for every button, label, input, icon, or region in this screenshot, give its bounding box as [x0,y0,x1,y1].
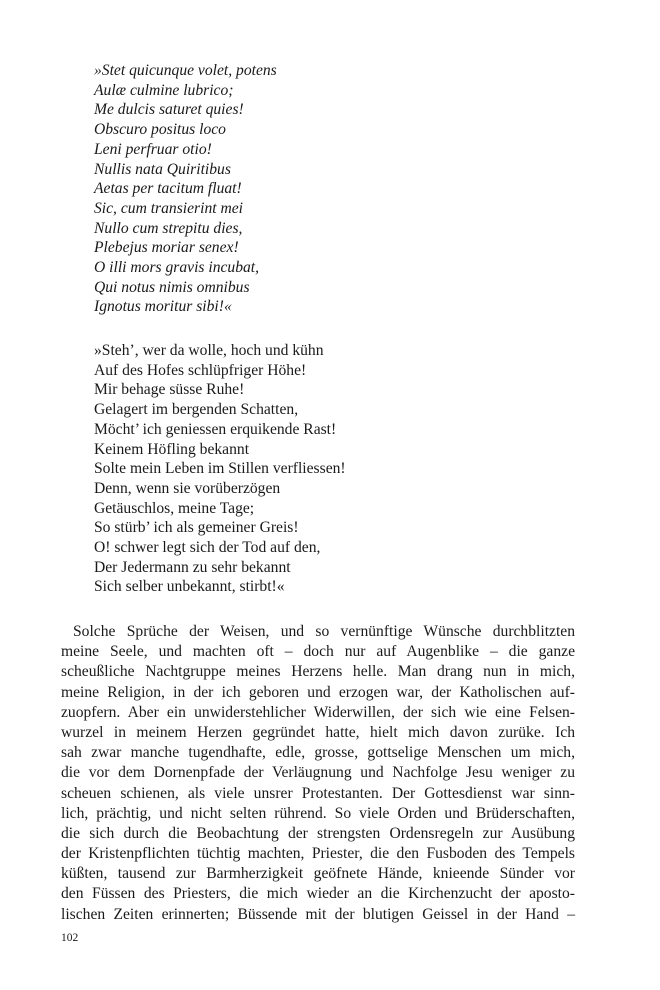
verse-line: Ignotus moritur sibi!« [94,298,232,316]
verse-line: Me dulcis saturet quies! [94,101,244,119]
verse-line: Mir behage süsse Ruhe! [94,381,245,399]
prose-line: der Kristenpflichten tüchtig machten, Priester, die den Fusboden des Tempels [61,845,575,863]
prose-line: lich, prächtig, und nicht selten rührend. So viele Orden und Brüderschaften, [61,804,575,822]
verse-line: Keinem Höfling bekannt [94,440,250,458]
verse-line: »Steh’, wer da wolle, hoch und kühn [94,342,324,359]
verse-line: Denn, wenn sie vorüberzögen [94,479,281,497]
prose-line: meine Religion, in der ich geboren und erzogen war, der Katholischen auf- [61,683,575,701]
verse-line: Aetas per tacitum fluat! [94,180,242,198]
verse-line: Möcht’ ich geniessen erquikende Rast! [94,420,337,438]
verse-line: Der Jedermann zu sehr bekannt [94,558,291,576]
prose-line: Solche Sprüche der Weisen, und so vernünftige Wünsche durchblitzten [73,623,575,640]
prose-line: wurzel in meinem Herzen gegründet hatte, hielt mich davon zurüke. Ich [61,723,575,741]
verse-line: Nullis nata Quiritibus [94,160,231,178]
verse-line: Leni perfruar otio! [94,140,212,158]
prose-paragraph [61,622,575,925]
german-poem-stanza [94,341,346,597]
verse-line: Getäuschlos, meine Tage; [94,499,255,517]
prose-line: die vor dem Dornenpfade der Verläugnung und Nachfolge Jesu weniger zu [61,764,575,782]
verse-line: Nullo cum strepitu dies, [94,219,243,237]
verse-line: Qui notus nimis omnibus [94,278,250,296]
prose-line: lischen Zeiten erinnerten; Büssende mit der blutigen Geissel in der Hand – [61,905,575,923]
verse-line: Sic, cum transierint mei [94,199,243,217]
prose-line: scheußliche Nachtgruppe meines Herzens helle. Man drang nun in mich, [61,663,575,681]
prose-line: die sich durch die Beobachtung der strengsten Ordensregeln zur Ausübung [61,824,575,842]
verse-line: Plebejus moriar senex! [94,239,239,257]
latin-poem-stanza [94,61,277,317]
verse-line: Solte mein Leben im Stillen verfliessen! [94,460,346,478]
page-number: 102 [61,932,79,944]
prose-line: zuopfern. Aber ein unwiderstehlicher Widerwillen, der sich wie eine Felsen- [61,703,575,721]
prose-line: meine Seele, und machten oft – doch nur auf Augenblike – die ganze [61,643,575,661]
verse-line: Aulæ culmine lubrico; [94,81,234,99]
verse-line: Auf des Hofes schlüpfriger Höhe! [94,361,307,379]
prose-line: küßten, tausend zur Barmherzigkeit geöfnete Hände, knieende Sünder vor [61,865,575,883]
verse-line: Gelagert im bergenden Schatten, [94,401,299,419]
verse-line: »Stet quicunque volet, potens [94,62,277,79]
prose-line: sah zwar manche tugendhafte, edle, grosse, gottselige Menschen um mich, [61,744,575,762]
verse-line: O illi mors gravis incubat, [94,259,260,277]
verse-line: Obscuro positus loco [94,121,226,139]
verse-line: O! schwer legt sich der Tod auf den, [94,539,321,557]
prose-line: scheuen schienen, als viele unsrer Protestanten. Der Gottesdienst war sinn- [61,784,575,802]
verse-line: Sich selber unbekannt, stirbt!« [94,578,285,596]
verse-line: So stürb’ ich als gemeiner Greis! [94,519,299,537]
prose-line: den Füssen des Priesters, die mich wieder an die Kirchenzucht der aposto- [61,885,575,903]
